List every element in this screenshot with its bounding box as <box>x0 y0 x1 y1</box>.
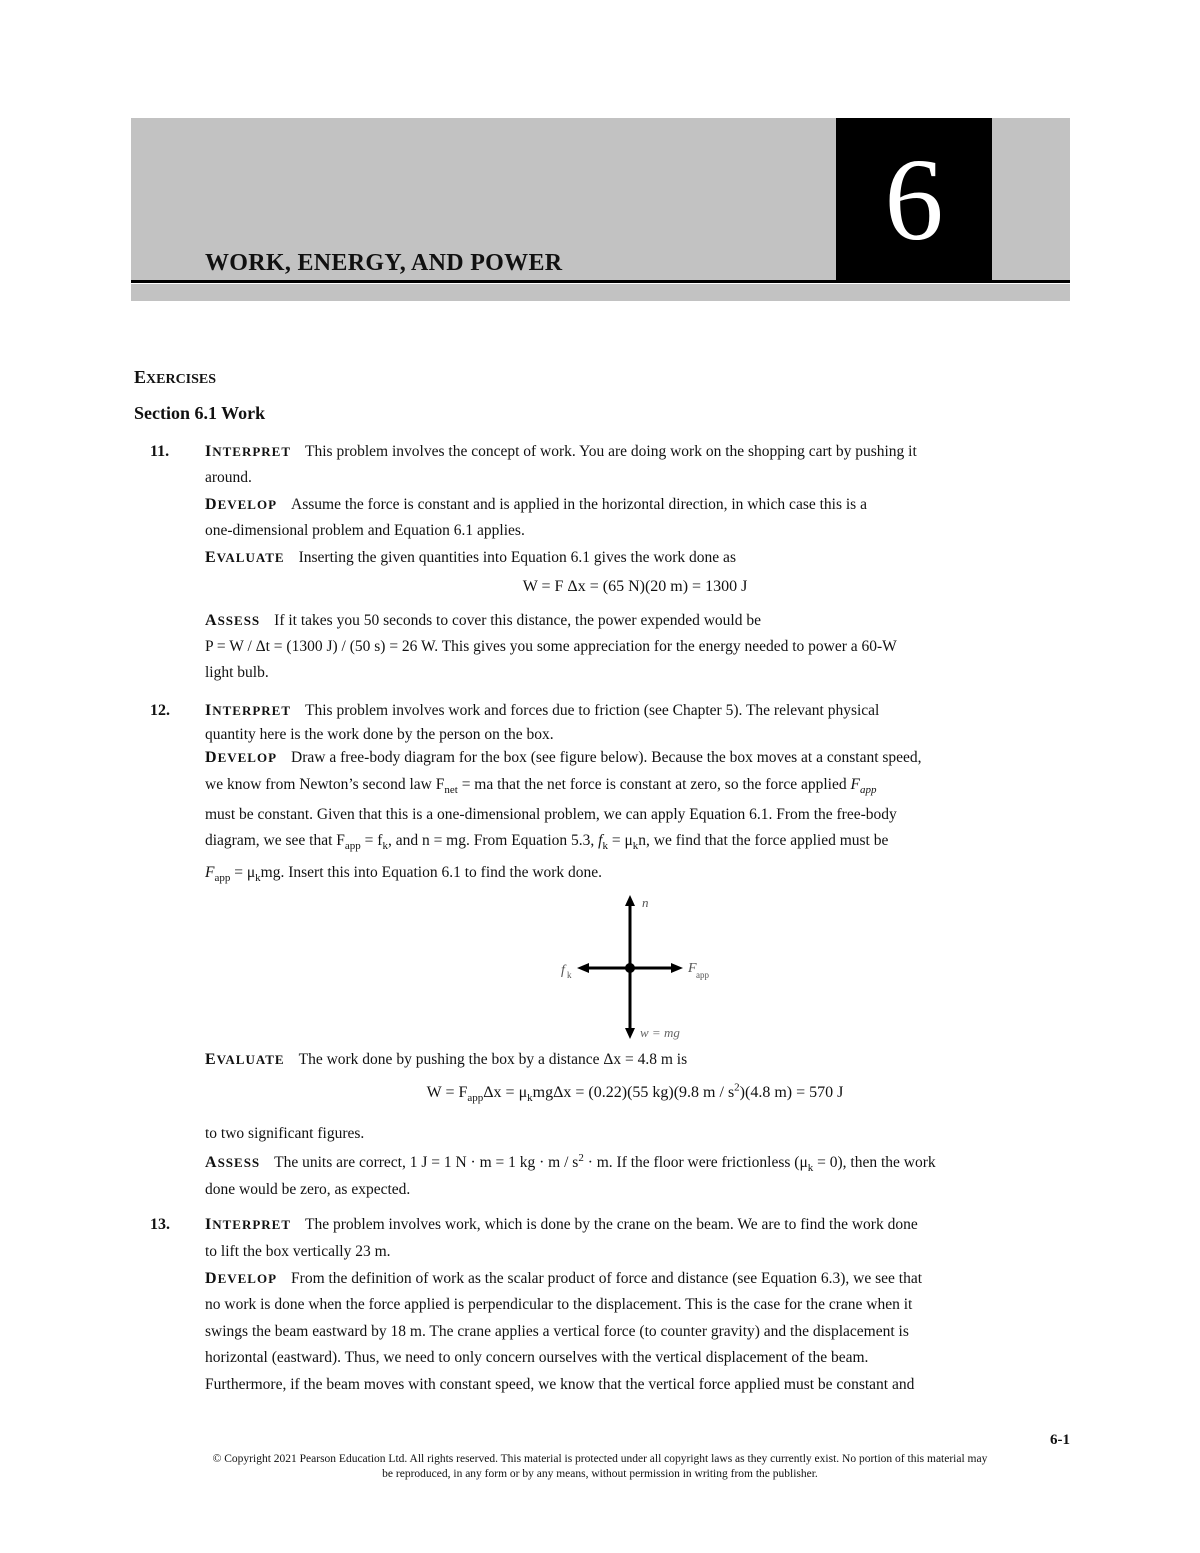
assess-line: ASSESS The units are correct, 1 J = 1 N · m = 1 kg · $m / s^2 \cdot m$. If the floor were frictionless $(\mu_k = 0)$, then the work <box>205 1151 936 1175</box>
equation: W = F Δx = (65 N)(20 m) = 1300 J <box>522 578 748 595</box>
develop-line: swings the beam eastward by 18 m. The crane applies a vertical force (to counter gravity) and the displacement is <box>205 1323 909 1340</box>
arrowhead-right-icon <box>671 963 683 973</box>
develop-line: must be constant. Given that this is a one-dimensional problem, we can apply Equation 6.1. From the free-body <box>205 806 897 823</box>
banner-strip <box>131 284 1070 301</box>
box-point <box>625 963 635 973</box>
problem-number: 12. <box>150 702 170 719</box>
develop-line: DEVELOP Assume the force is constant and is applied in the horizontal direction, in which case this is a <box>205 496 867 513</box>
interpret-label: INTERPRET <box>205 702 292 719</box>
section-heading: EXERCISES <box>134 367 217 387</box>
interpret-line: INTERPRET This problem involves the concept of work. You are doing work on the shopping cart by pushing it <box>205 443 917 460</box>
arrowhead-up-icon <box>625 895 635 906</box>
evaluate-label: EVALUATE <box>205 549 285 566</box>
develop-line: DEVELOP From the definition of work as the scalar product of force and distance (see Equation 6.3), we see that <box>205 1270 923 1287</box>
equation: $W = F_{app}\Delta x = \mu_kmg\Delta x = (0.22)(55$ kg)(9.8 m / $s^2)(4.8$ m) = 570 J <box>426 1081 844 1105</box>
interpret-line: INTERPRET This problem involves work and forces due to friction (see Chapter 5). The relevant physical <box>205 702 880 719</box>
text-line: to two significant figures. <box>205 1125 365 1142</box>
label-fapp: F <box>688 961 697 976</box>
banner-rule <box>131 280 1070 283</box>
develop-line: horizontal (eastward). Thus, we need to only concern ourselves with the vertical displacement of the beam. <box>205 1349 869 1366</box>
subsection-heading: Section 6.1 Work <box>134 403 266 423</box>
copyright-notice: © Copyright 2021 Pearson Education Ltd. All rights reserved. This material is protected under all copyright laws as they currently exist. No portion of this material may be reproduced, in any form or by any means, without permission in writing from the publisher. <box>212 1453 988 1480</box>
evaluate-line: EVALUATE The work done by pushing the box by a distance Δx = 4.8 m is <box>205 1051 688 1068</box>
interpret-label: INTERPRET <box>205 443 292 460</box>
label-fk-sub: k <box>567 970 572 980</box>
develop-line: DEVELOP Draw a free-body diagram for the box (see figure below). Because the box moves at a constant speed, <box>205 749 922 766</box>
evaluate-line: EVALUATE Inserting the given quantities into Equation 6.1 gives the work done as <box>205 549 736 566</box>
develop-line: Furthermore, if the beam moves with constant speed, we know that the vertical force applied must be constant and <box>205 1376 915 1393</box>
interpret-label: INTERPRET <box>205 1216 292 1233</box>
develop-line: one-dimensional problem and Equation 6.1 applies. <box>205 522 525 539</box>
interpret-line: to lift the box vertically 23 m. <box>205 1243 391 1260</box>
arrowhead-left-icon <box>577 963 589 973</box>
chapter-number: 6 <box>884 134 944 265</box>
assess-line: done would be zero, as expected. <box>205 1181 411 1198</box>
develop-line: $F_{app} = \mu_kmg$. Insert this into Equation 6.1 to find the work done. <box>205 864 603 885</box>
interpret-line: quantity here is the work done by the person on the box. <box>205 726 554 743</box>
problem-number: 11. <box>150 443 170 460</box>
interpret-line: around. <box>205 469 252 486</box>
develop-line: no work is done when the force applied is perpendicular to the displacement. This is the case for the crane when it <box>205 1296 913 1313</box>
assess-line: light bulb. <box>205 664 269 681</box>
assess-label: ASSESS <box>205 612 261 629</box>
free-body-diagram <box>550 890 740 1045</box>
label-n: n <box>642 895 649 910</box>
problem-number: 13. <box>150 1216 170 1233</box>
page-number: 6-1 <box>1050 1432 1070 1448</box>
assess-line: P = W / Δt = (1300 J) / (50 s) = 26 W. This gives you some appreciation for the energy needed to power a 60-W <box>205 638 897 655</box>
assess-label: ASSESS <box>205 1154 261 1171</box>
assess-line: ASSESS If it takes you 50 seconds to cover this distance, the power expended would be <box>205 612 761 629</box>
develop-line: we know from Newton’s second law $F_{net}$ = ma that the net force is constant at zero, so the force applied $F_{app}$ <box>205 776 877 797</box>
evaluate-label: EVALUATE <box>205 1051 285 1068</box>
develop-label: DEVELOP <box>205 1270 278 1287</box>
develop-label: DEVELOP <box>205 496 278 513</box>
label-fapp-sub: app <box>696 970 709 980</box>
chapter-title: WORK, ENERGY, AND POWER <box>205 250 563 276</box>
develop-label: DEVELOP <box>205 749 278 766</box>
interpret-line: INTERPRET The problem involves work, which is done by the crane on the beam. We are to find the work done <box>205 1216 918 1233</box>
arrowhead-down-icon <box>625 1028 635 1039</box>
label-w-mg: w = mg <box>640 1025 680 1040</box>
develop-line: diagram, we see that $F_{app} = f_k$, and n = mg. From Equation 5.3, $f_k = \mu_kn$, we find that the force applied must be <box>205 832 889 853</box>
label-fk: f <box>561 963 565 978</box>
